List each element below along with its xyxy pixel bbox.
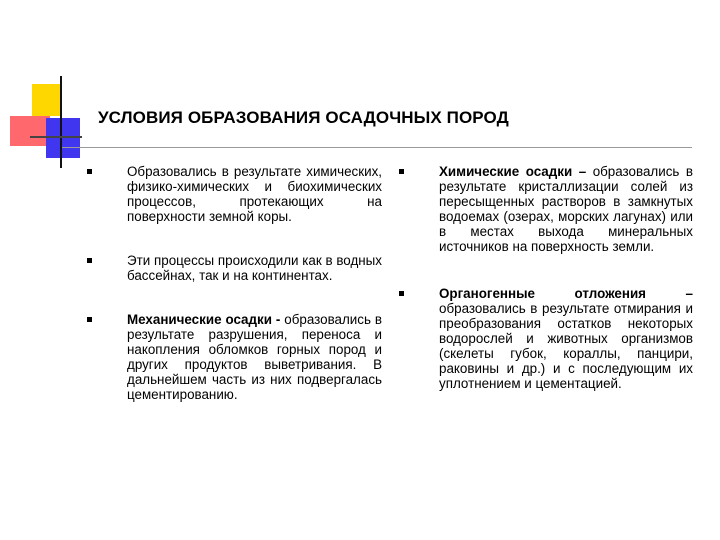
right-column xyxy=(439,164,693,391)
list-item xyxy=(439,286,693,391)
title-underline xyxy=(62,147,692,148)
item-text: Эти процессы происходили как в водных бассейнах, так и на континентах. xyxy=(127,253,382,283)
item-text: образовались в результате отмирания и преобразования остатков некоторых водорослей и животных организмов (скелеты губок, кораллы, панцири, раковины и др.) и с последующим их уплотнением и цементацией. xyxy=(439,301,693,391)
item-text: Образовались в результате химических, физико-химических и биохимических процессов, протекающих на поверхности земной коры. xyxy=(127,164,382,224)
item-text: образовались в результате кристаллизации солей из пересыщенных растворов в замкнутых водоемах (озерах, морских лагунах) или в местах выхода минеральных источников на поверхность земли. xyxy=(439,164,693,254)
list-item xyxy=(127,164,382,224)
decor-vertical-line xyxy=(60,76,62,168)
left-column xyxy=(127,164,382,402)
square-bullet-icon xyxy=(87,258,92,263)
square-bullet-icon xyxy=(399,169,404,174)
item-lead: Механические осадки - xyxy=(127,312,281,327)
decor-red-square xyxy=(10,116,50,146)
decor-yellow-square xyxy=(32,84,62,116)
decor-blue-square xyxy=(46,118,80,158)
item-lead: Органогенные отложения – xyxy=(439,286,693,301)
square-bullet-icon xyxy=(87,169,92,174)
decor-horizontal-line xyxy=(30,136,82,138)
list-item xyxy=(127,312,382,402)
slide-title: УСЛОВИЯ ОБРАЗОВАНИЯ ОСАДОЧНЫХ ПОРОД xyxy=(98,108,509,127)
item-lead: Химические осадки – xyxy=(439,164,587,179)
item-text: образовались в результате разрушения, переноса и накопления обломков горных пород и других продуктов выветривания. В дальнейшем часть из них подвергалась цементированию. xyxy=(127,312,382,402)
list-item xyxy=(127,253,382,283)
square-bullet-icon xyxy=(399,291,404,296)
list-item xyxy=(439,164,693,254)
square-bullet-icon xyxy=(87,317,92,322)
